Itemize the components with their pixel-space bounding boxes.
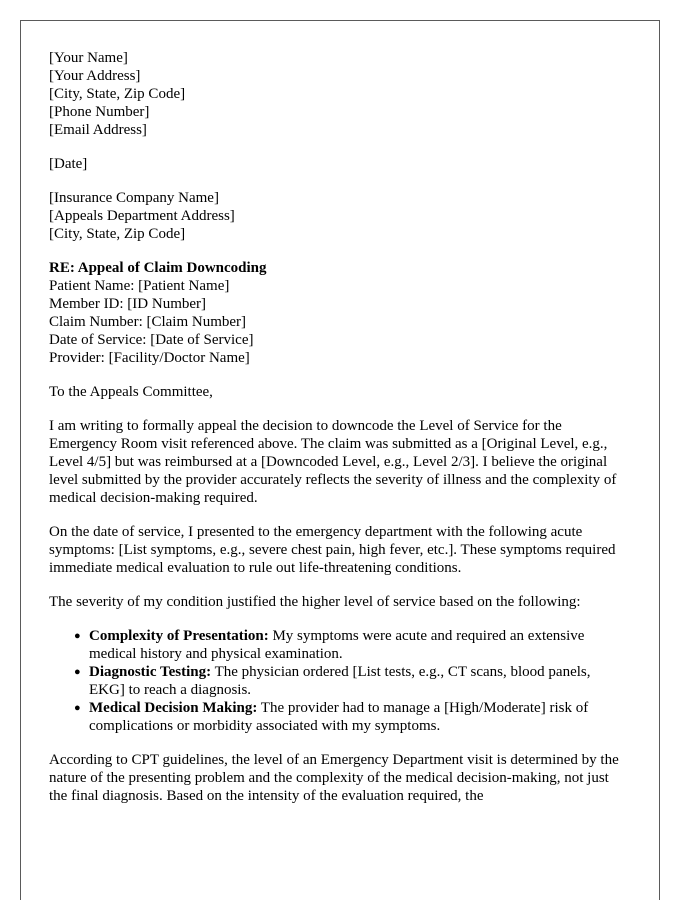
- disc-bullet-icon: ●: [74, 666, 81, 678]
- re-claim-number: Claim Number: [Claim Number]: [49, 314, 247, 330]
- sender-block: [49, 49, 627, 139]
- paragraph-appeal-intro: I am writing to formally appeal the decision to downcode the Level of Service for the Emergency Room visit referenced above. The claim was submitted as a [Original Level, e.g., Level 4/5] but was reimbursed at a [Downcoded Level, e.g., Level 2/3]. I believe the original level submitted by the provider accurately reflects the severity of illness and the complexity of medical decision-making required.: [49, 418, 617, 506]
- letter-page: [20, 20, 660, 900]
- paragraph-severity-intro: The severity of my condition justified the higher level of service based on the following:: [49, 594, 581, 610]
- date-block: [49, 155, 627, 173]
- recipient-block: [49, 189, 627, 243]
- re-block: [49, 259, 627, 367]
- letter-date: [Date]: [49, 156, 88, 172]
- re-provider: Provider: [Facility/Doctor Name]: [49, 350, 250, 366]
- paragraph-cpt-guidelines: According to CPT guidelines, the level of an Emergency Department visit is determined by the nature of the presenting problem and the complexity of the medical decision-making, not just the final diagnosis. Based on the intensity of the evaluation required, the: [49, 752, 619, 804]
- list-item-label: Complexity of Presentation:: [89, 628, 269, 644]
- sender-city-state-zip: [City, State, Zip Code]: [49, 86, 186, 102]
- sender-address: [Your Address]: [49, 68, 141, 84]
- list-item-label: Medical Decision Making:: [89, 700, 258, 716]
- re-subject: RE: Appeal of Claim Downcoding: [49, 260, 267, 276]
- recipient-address: [Appeals Department Address]: [49, 208, 235, 224]
- list-item: [74, 627, 627, 663]
- sender-email: [Email Address]: [49, 122, 147, 138]
- re-patient-name: Patient Name: [Patient Name]: [49, 278, 230, 294]
- sender-phone: [Phone Number]: [49, 104, 150, 120]
- disc-bullet-icon: ●: [74, 702, 81, 714]
- salutation: To the Appeals Committee,: [49, 384, 213, 400]
- letter-content: [49, 49, 627, 806]
- list-item: [74, 663, 627, 699]
- sender-name: [Your Name]: [49, 50, 128, 66]
- list-item-text: My symptoms were acute and required an extensive medical history and physical examination.: [89, 628, 585, 662]
- justification-list: [49, 627, 627, 735]
- list-item: [74, 699, 627, 735]
- list-item-text: The physician ordered [List tests, e.g., CT scans, blood panels, EKG] to reach a diagnosis.: [89, 664, 591, 698]
- list-item-label: Diagnostic Testing:: [89, 664, 212, 680]
- re-date-of-service: Date of Service: [Date of Service]: [49, 332, 254, 348]
- re-member-id: Member ID: [ID Number]: [49, 296, 207, 312]
- disc-bullet-icon: ●: [74, 630, 81, 642]
- recipient-city-state-zip: [City, State, Zip Code]: [49, 226, 186, 242]
- recipient-company: [Insurance Company Name]: [49, 190, 219, 206]
- list-item-text: The provider had to manage a [High/Moderate] risk of complications or morbidity associated with my symptoms.: [89, 700, 589, 734]
- paragraph-symptoms: On the date of service, I presented to the emergency department with the following acute symptoms: [List symptoms, e.g., severe chest pain, high fever, etc.]. These symptoms required immediate medical evaluation to rule out life-threatening conditions.: [49, 524, 616, 576]
